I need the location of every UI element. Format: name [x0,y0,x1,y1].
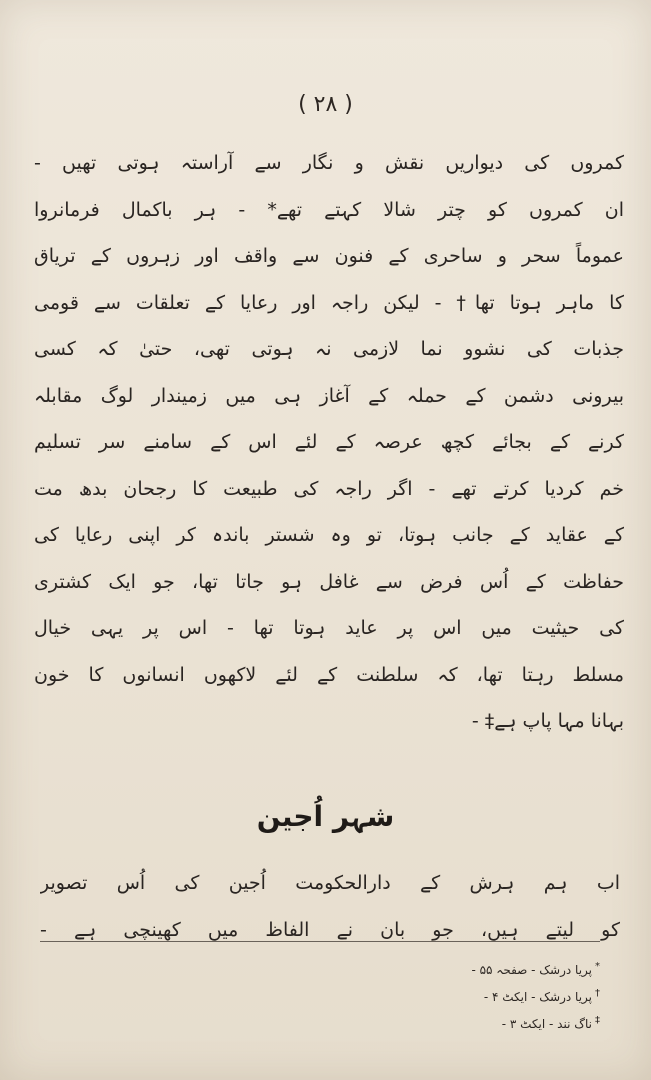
footnote [300,982,600,1009]
text-line: جذبات کی نشوو نما لازمی نہ ہوتی تھی، حتیٰ کہ کسی [34,338,624,360]
text-line: کے عقاید کے جانب ہوتا، تو وہ شستر باندہ کر اپنی رعایا کی [34,524,624,546]
footnote [300,955,600,982]
section-heading: شہر اُجین [256,800,395,833]
text-line: کی حیثیت میں اس پر عاید ہوتا تھا - اس پر یہی خیال [34,617,624,639]
footnote [300,1009,600,1036]
text-line: بہانا مہا پاپ ہے‡ - [471,710,624,732]
footnote-mark: * [595,961,600,972]
text-line: کرنے کے بجائے کچھ عرصہ کے لئے اس کے سامنے سر تسلیم [34,431,624,453]
footnote-text: ناگ نند - ایکٹ ۳ - [501,1017,592,1031]
text-line: مسلط رہتا تھا، کہ سلطنت کے لئے لاکھوں انسانوں کا خون [34,663,624,686]
footnote-text: پریا درشک - ایکٹ ۴ - [483,990,592,1004]
footnote-divider [40,941,600,942]
footnote-mark: † [595,988,600,999]
text-line: خم کردیا کرتے تھے - اگر راجہ کی طبیعت کا رجحان بدھ مت [34,477,624,500]
text-line: حفاظت کے اُس فرض سے غافل ہو جاتا تھا، جو ایک کشتری [34,570,624,593]
text-line: بیرونی دشمن کے حملہ کے آغاز ہی میں زمیندار لوگ مقابلہ [34,384,624,407]
footnote-text: پریا درشک - صفحہ ۵۵ - [471,963,592,977]
footnotes [300,955,600,1036]
page-number: ( ۲۸ ) [298,92,353,117]
body-paragraph [34,140,624,745]
text-line: اب ہم ہرش کے دارالحکومت اُجین کی اُس تصویر [40,872,620,894]
text-line: کا ماہر ہوتا تھا† - لیکن راجہ اور رعایا کے تعلقات سے قومی [34,291,624,314]
text-line: کو لیتے ہیں، جو بان نے الفاظ میں کھینچی ہے - [40,918,620,941]
text-line: ان کمروں کو چتر شالا کہتے تھے* - ہر باکمال فرمانروا [34,198,624,221]
text-line: عموماً سحر و ساحری کے فنون سے واقف اور زہروں کے تریاق [34,245,624,267]
footnote-mark: ‡ [595,1015,600,1026]
section-paragraph [40,860,620,953]
text-line: کمروں کی دیواریں نقش و نگار سے آراستہ ہوتی تھیں - [34,152,624,174]
